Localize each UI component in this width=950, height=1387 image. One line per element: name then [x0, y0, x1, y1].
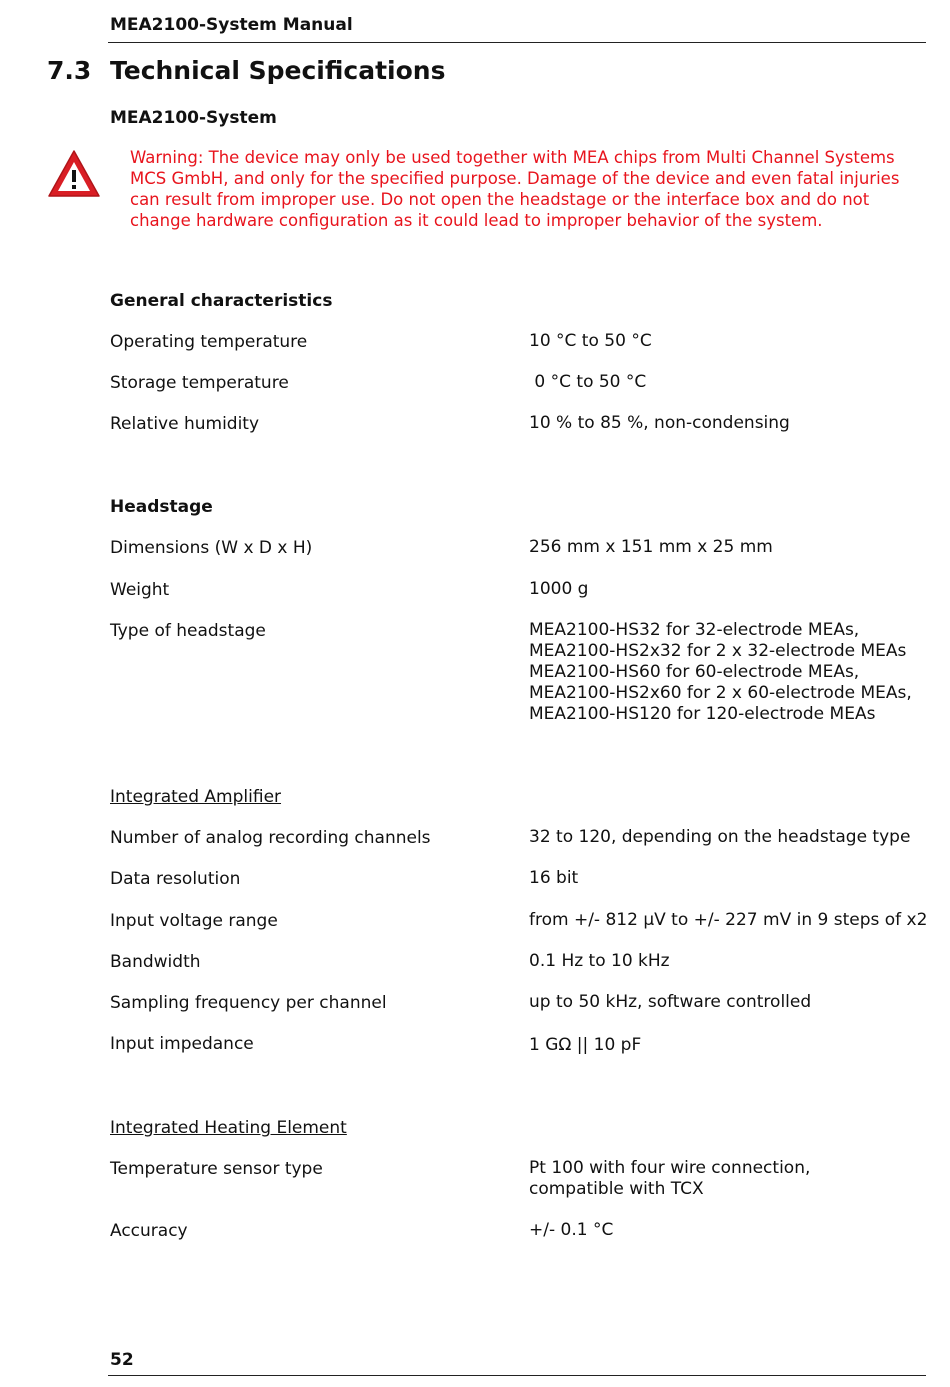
- spec-label: Weight: [110, 580, 170, 600]
- sensor-type-line: Pt 100 with four wire connection,: [529, 1158, 811, 1178]
- spec-label: Sampling frequency per channel: [110, 993, 387, 1013]
- warning-line: can result from improper use. Do not open the headstage or the interface box and do not: [130, 190, 870, 209]
- headstage-type-item: MEA2100-HS32 for 32-electrode MEAs,: [529, 620, 860, 640]
- spec-value: 1000 g: [529, 579, 589, 599]
- page-number: 52: [110, 1350, 134, 1370]
- spec-value: 10 °C to 50 °C: [529, 331, 652, 351]
- headstage-heading: Headstage: [110, 497, 213, 517]
- sensor-type-line: compatible with TCX: [529, 1179, 704, 1199]
- spec-label: Input impedance: [110, 1034, 254, 1054]
- spec-label: Operating temperature: [110, 332, 308, 352]
- general-heading: General characteristics: [110, 291, 333, 311]
- spec-value: 0 °C to 50 °C: [529, 372, 647, 392]
- amplifier-heading: Integrated Amplifier: [110, 787, 282, 807]
- spec-label: Accuracy: [110, 1221, 188, 1241]
- spec-value: 16 bit: [529, 868, 579, 888]
- footer-divider: [108, 1375, 926, 1376]
- section-number: 7.3: [47, 56, 92, 85]
- headstage-type-list: [529, 620, 912, 725]
- spec-value: 1 GΩ || 10 pF: [529, 1035, 642, 1055]
- spec-label: Relative humidity: [110, 414, 260, 434]
- spec-value: up to 50 kHz, software controlled: [529, 992, 812, 1012]
- heating-heading: Integrated Heating Element: [110, 1118, 347, 1138]
- warning-line: MCS GmbH, and only for the specified purpose. Damage of the device and even fatal injuries: [130, 169, 900, 188]
- header-divider: [108, 42, 926, 43]
- spec-value: from +/- 812 µV to +/- 227 mV in 9 steps of x2: [529, 910, 928, 930]
- manual-header-title: MEA2100-System Manual: [110, 15, 353, 35]
- spec-label: Temperature sensor type: [110, 1159, 323, 1179]
- spec-value: +/- 0.1 °C: [529, 1220, 614, 1240]
- headstage-type-item: MEA2100-HS60 for 60-electrode MEAs,: [529, 662, 860, 682]
- spec-label: Bandwidth: [110, 952, 201, 972]
- section-title: Technical Specifications: [110, 56, 446, 85]
- warning-text: [130, 147, 920, 231]
- spec-value: 256 mm x 151 mm x 25 mm: [529, 537, 773, 557]
- system-subtitle: MEA2100-System: [110, 108, 277, 128]
- spec-label: Data resolution: [110, 869, 241, 889]
- warning-triangle-icon: [46, 148, 102, 200]
- spec-label: Input voltage range: [110, 911, 278, 931]
- warning-line: Warning: The device may only be used together with MEA chips from Multi Channel Systems: [130, 148, 895, 167]
- spec-value: 0.1 Hz to 10 kHz: [529, 951, 670, 971]
- headstage-type-item: MEA2100-HS120 for 120-electrode MEAs: [529, 704, 876, 724]
- warning-line: change hardware configuration as it could lead to improper behavior of the system.: [130, 211, 823, 230]
- spec-label: Number of analog recording channels: [110, 828, 431, 848]
- headstage-type-item: MEA2100-HS2x32 for 2 x 32-electrode MEAs: [529, 641, 907, 661]
- spec-label: Type of headstage: [110, 621, 266, 641]
- spec-value: 32 to 120, depending on the headstage type: [529, 827, 911, 847]
- headstage-type-item: MEA2100-HS2x60 for 2 x 60-electrode MEAs,: [529, 683, 912, 703]
- spec-label: Dimensions (W x D x H): [110, 538, 313, 558]
- spec-label: Storage temperature: [110, 373, 289, 393]
- spec-value: 10 % to 85 %, non-condensing: [529, 413, 790, 433]
- sensor-type-value: [529, 1158, 810, 1200]
